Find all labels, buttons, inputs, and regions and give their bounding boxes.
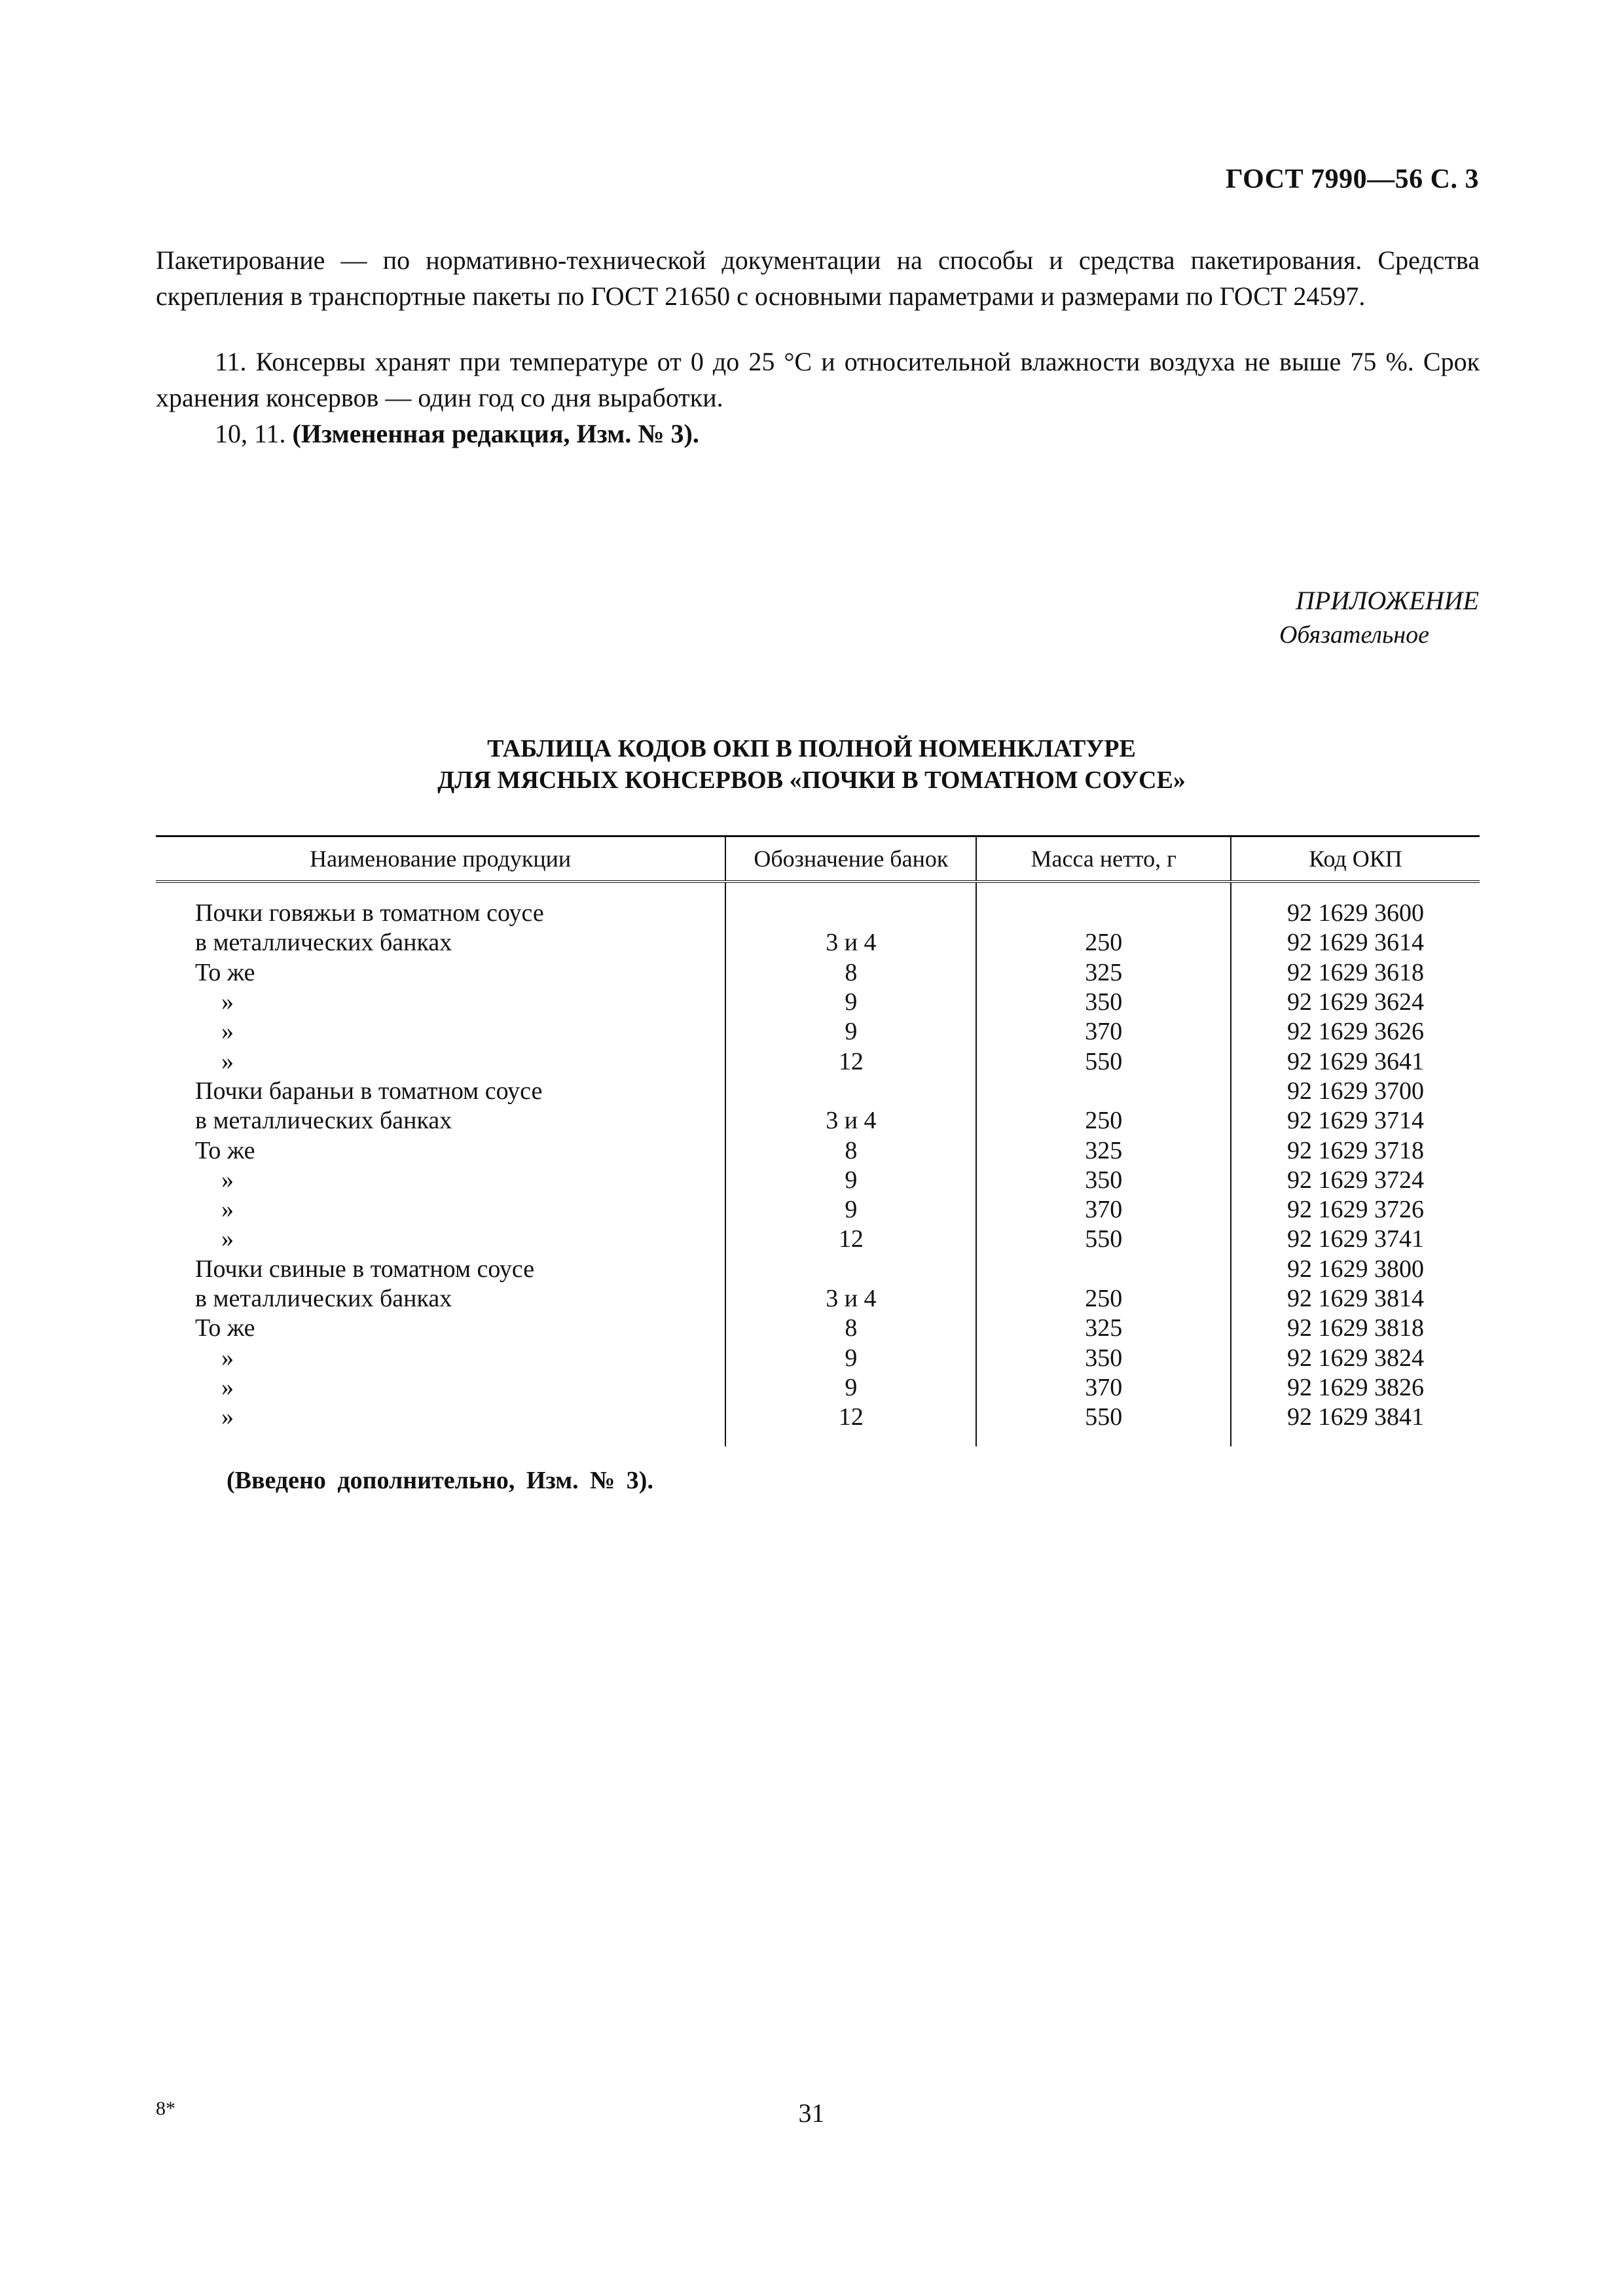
table-header-row: [156, 836, 1480, 882]
table-title-line-2: ДЛЯ МЯСНЫХ КОНСЕРВОВ «ПОЧКИ В ТОМАТНОМ СОУСЕ»: [437, 766, 1186, 794]
table-row: [156, 1077, 1480, 1106]
table-row: [156, 1106, 1480, 1136]
cell-can-designation: 8: [725, 1314, 976, 1343]
cell-net-mass: [976, 1255, 1231, 1284]
column-header-can: Обозначение банок: [725, 836, 976, 882]
cell-can-designation: 12: [725, 1047, 976, 1076]
cell-product-name: »: [221, 988, 234, 1016]
cell-can-designation: 8: [725, 1136, 976, 1165]
table-body: [156, 882, 1480, 1446]
table-title: [0, 733, 1623, 796]
cell-product-name: То же: [195, 1314, 255, 1342]
cell-okp-code: 92 1629 3618: [1231, 958, 1480, 988]
cell-net-mass: [976, 1077, 1231, 1106]
added-note: (Введено дополнительно, Изм. № 3).: [227, 1467, 653, 1494]
cell-product-name: »: [221, 1047, 234, 1075]
table-title-line-1: ТАБЛИЦА КОДОВ ОКП В ПОЛНОЙ НОМЕНКЛАТУРЕ: [487, 735, 1136, 762]
cell-net-mass: 370: [976, 1373, 1231, 1403]
cell-can-designation: 9: [725, 1195, 976, 1225]
cell-okp-code: 92 1629 3718: [1231, 1136, 1480, 1165]
cell-can-designation: [725, 882, 976, 928]
column-header-name: Наименование продукции: [156, 836, 725, 882]
cell-net-mass: 250: [976, 1284, 1231, 1314]
cell-net-mass: 250: [976, 928, 1231, 958]
cell-net-mass: 325: [976, 1314, 1231, 1343]
cell-net-mass: 250: [976, 1106, 1231, 1136]
cell-can-designation: 12: [725, 1225, 976, 1254]
cell-net-mass: 325: [976, 958, 1231, 988]
table-row: [156, 988, 1480, 1017]
table-row: [156, 882, 1480, 928]
cell-can-designation: 3 и 4: [725, 1106, 976, 1136]
page-number: 31: [798, 2098, 825, 2128]
table-row: [156, 1225, 1480, 1254]
cell-okp-code: 92 1629 3624: [1231, 988, 1480, 1017]
cell-okp-code: 92 1629 3814: [1231, 1284, 1480, 1314]
cell-product-name: »: [221, 1166, 234, 1194]
cell-can-designation: [725, 1077, 976, 1106]
cell-product-name: »: [221, 1196, 234, 1224]
revision-note: (Измененная редакция, Изм. № 3).: [292, 419, 699, 448]
cell-can-designation: [725, 1255, 976, 1284]
cell-product-name: Почки бараньи в томатном соусе: [195, 1077, 543, 1105]
table-row: [156, 1373, 1480, 1403]
cell-product-name: То же: [195, 958, 255, 986]
cell-net-mass: 350: [976, 1166, 1231, 1195]
cell-can-designation: 12: [725, 1403, 976, 1446]
table-row: [156, 1195, 1480, 1225]
table-row: [156, 1343, 1480, 1372]
table-row: [156, 1017, 1480, 1047]
cell-okp-code: 92 1629 3641: [1231, 1047, 1480, 1076]
revision-prefix: 10, 11.: [215, 419, 286, 448]
table-row: [156, 928, 1480, 958]
cell-product-name: »: [221, 1403, 234, 1431]
column-header-mass: Масса нетто, г: [976, 836, 1231, 882]
table-row: [156, 1403, 1480, 1446]
cell-product-name: Почки говяжьи в томатном соусе: [195, 899, 544, 927]
cell-okp-code: 92 1629 3714: [1231, 1106, 1480, 1136]
cell-product-name: Почки свиные в томатном соусе: [195, 1255, 535, 1283]
cell-okp-code: 92 1629 3818: [1231, 1314, 1480, 1343]
cell-net-mass: 350: [976, 1343, 1231, 1372]
cell-net-mass: [976, 882, 1231, 928]
document-header: ГОСТ 7990—56 С. 3: [1225, 164, 1479, 194]
packaging-paragraph: Пакетирование — по нормативно-технической документации на способы и средства пакетирования. Средства скрепления в транспортные пакеты по ГОСТ 21650 с основными параметрами и размерами по ГОСТ 24597.: [156, 245, 1480, 311]
table-row: [156, 1136, 1480, 1165]
appendix-label-block: [1279, 584, 1479, 652]
appendix-label: ПРИЛОЖЕНИЕ: [1296, 586, 1479, 615]
cell-product-name: »: [221, 1018, 234, 1046]
cell-okp-code: 92 1629 3600: [1231, 882, 1480, 928]
cell-can-designation: 9: [725, 1017, 976, 1047]
column-header-code: Код ОКП: [1231, 836, 1480, 882]
sheet-mark: 8*: [156, 2098, 175, 2119]
cell-net-mass: 550: [976, 1047, 1231, 1076]
cell-net-mass: 325: [976, 1136, 1231, 1165]
revision-paragraph: [156, 416, 1480, 452]
table-row: [156, 1047, 1480, 1076]
cell-okp-code: 92 1629 3614: [1231, 928, 1480, 958]
cell-product-name: То же: [195, 1136, 255, 1164]
cell-can-designation: 8: [725, 958, 976, 988]
cell-product-name: в металлических банках: [195, 1285, 452, 1312]
cell-okp-code: 92 1629 3626: [1231, 1017, 1480, 1047]
cell-net-mass: 350: [976, 988, 1231, 1017]
cell-can-designation: 9: [725, 1373, 976, 1403]
cell-okp-code: 92 1629 3824: [1231, 1343, 1480, 1372]
storage-paragraph: 11. Консервы хранят при температуре от 0 до 25 °С и относительной влажности воздуха не выше 75 %. Срок хранения консервов — один год со дня выработки.: [156, 347, 1480, 412]
table-row: [156, 958, 1480, 988]
cell-can-designation: 9: [725, 1166, 976, 1195]
table-row: [156, 1255, 1480, 1284]
cell-can-designation: 9: [725, 1343, 976, 1372]
cell-okp-code: 92 1629 3826: [1231, 1373, 1480, 1403]
cell-can-designation: 3 и 4: [725, 1284, 976, 1314]
cell-can-designation: 3 и 4: [725, 928, 976, 958]
cell-okp-code: 92 1629 3726: [1231, 1195, 1480, 1225]
cell-net-mass: 550: [976, 1403, 1231, 1446]
table-row: [156, 1166, 1480, 1195]
cell-net-mass: 370: [976, 1017, 1231, 1047]
cell-product-name: »: [221, 1225, 234, 1253]
cell-okp-code: 92 1629 3700: [1231, 1077, 1480, 1106]
cell-net-mass: 550: [976, 1225, 1231, 1254]
cell-okp-code: 92 1629 3841: [1231, 1403, 1480, 1446]
appendix-status: Обязательное: [1279, 621, 1429, 649]
okp-codes-table: [156, 835, 1480, 1446]
cell-product-name: »: [221, 1344, 234, 1372]
cell-product-name: »: [221, 1373, 234, 1401]
cell-product-name: в металлических банках: [195, 929, 452, 957]
cell-can-designation: 9: [725, 988, 976, 1017]
table-row: [156, 1314, 1480, 1343]
cell-okp-code: 92 1629 3724: [1231, 1166, 1480, 1195]
table-row: [156, 1284, 1480, 1314]
cell-net-mass: 370: [976, 1195, 1231, 1225]
cell-okp-code: 92 1629 3800: [1231, 1255, 1480, 1284]
cell-okp-code: 92 1629 3741: [1231, 1225, 1480, 1254]
cell-product-name: в металлических банках: [195, 1107, 452, 1135]
